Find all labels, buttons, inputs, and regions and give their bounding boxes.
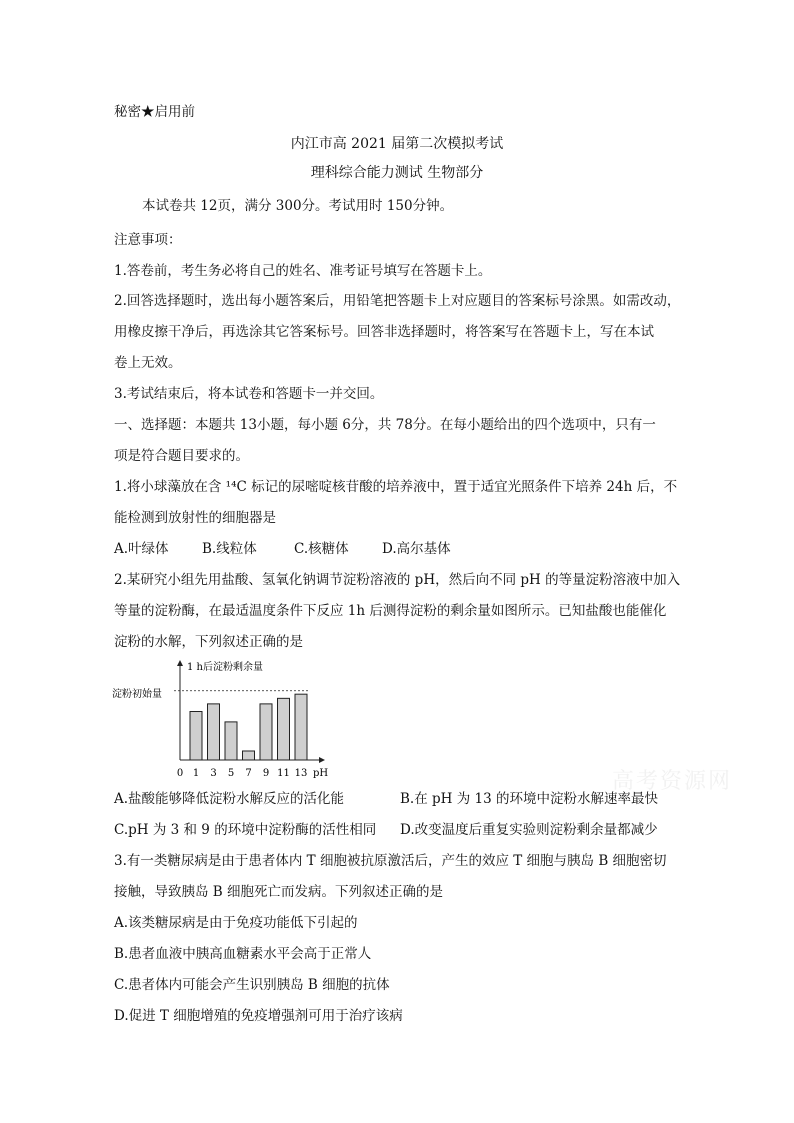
q2-option-b: B.在 pH 为 13 的环境中淀粉水解速率最快 (400, 791, 658, 807)
question-2-line-1: 2.某研究小组先用盐酸、氢氧化钠调节淀粉溶液的 pH，然后向不同 pH 的等量淀粉溶液中加入 (114, 572, 681, 588)
note-2-line-1: 2.回答选择题时，选出每小题答案后，用铅笔把答题卡上对应题目的答案标号涂黑。如需改动， (114, 293, 681, 309)
q1-option-b: B.线粒体 (202, 541, 257, 557)
secret-label: 秘密★启用前 (114, 104, 195, 120)
x-tick-label: 11 (277, 768, 290, 779)
q1-option-c: C.核糖体 (294, 541, 349, 557)
q3-option-b: B.患者血液中胰高血糖素水平会高于正常人 (114, 946, 372, 962)
q2-option-c: C.pH 为 3 和 9 的环境中淀粉酶的活性相同 (114, 822, 377, 838)
q3-option-c: C.患者体内可能会产生识别胰岛 B 细胞的抗体 (114, 977, 390, 993)
exam-info: 本试卷共 12页，满分 300分。考试用时 150分钟。 (142, 198, 454, 214)
bar-ph-11 (278, 698, 290, 760)
question-3-line-2: 接触，导致胰岛 B 细胞死亡而发病。下列叙述正确的是 (114, 884, 444, 900)
bar-ph-9 (260, 704, 272, 760)
watermark: 高考资源网 (612, 769, 733, 794)
bar-ph-1 (190, 712, 202, 761)
x-tick-label: 1 (192, 768, 200, 779)
q3-option-d: D.促进 T 细胞增殖的免疫增强剂可用于治疗该病 (114, 1008, 403, 1024)
starch-chart (110, 655, 340, 785)
question-1-line-2: 能检测到放射性的细胞器是 (114, 510, 276, 526)
chart-title: 1 h后淀粉剩余量 (187, 662, 263, 673)
q1-option-a: A.叶绿体 (114, 541, 169, 557)
question-2-options-row-1 (114, 790, 658, 808)
note-1: 1.答卷前，考生务必将自己的姓名、准考证号填写在答题卡上。 (114, 263, 492, 279)
reference-line-label: 淀粉初始量 (112, 689, 162, 700)
section-1-line-1: 一、选择题：本题共 13小题，每小题 6分，共 78分。在每小题给出的四个选项中，只有一 (114, 417, 656, 433)
x-tick-label: 9 (262, 768, 270, 779)
question-3-line-1: 3.有一类糖尿病是由于患者体内 T 细胞被抗原激活后，产生的效应 T 细胞与胰岛 B 细胞密切 (114, 853, 667, 869)
x-tick-label: 3 (210, 768, 217, 779)
note-2-line-3: 卷上无效。 (114, 355, 182, 371)
q2-option-d: D.改变温度后重复实验则淀粉剩余量都减少 (400, 822, 658, 838)
notes-heading: 注意事项： (114, 232, 182, 248)
question-2-line-3: 淀粉的水解，下列叙述正确的是 (114, 634, 303, 650)
bar-ph-3 (208, 704, 220, 760)
bar-ph-7 (243, 751, 255, 760)
x-tick-label: 5 (227, 768, 235, 779)
note-3: 3.考试结束后，将本试卷和答题卡一并交回。 (114, 386, 384, 402)
question-1-line-1: 1.将小球藻放在含 ¹⁴C 标记的尿嘧啶核苷酸的培养液中，置于适宜光照条件下培养 24h 后，不 (114, 479, 678, 495)
section-1-line-2: 项是符合题目要求的。 (114, 448, 249, 464)
x-tick-label: 7 (245, 768, 252, 779)
bar-ph-5 (225, 722, 237, 760)
exam-subtitle: 理科综合能力测试 生物部分 (310, 165, 484, 181)
q2-option-a: A.盐酸能够降低淀粉水解反应的活化能 (114, 791, 345, 807)
exam-title: 内江市高 2021 届第二次模拟考试 (290, 136, 504, 152)
q3-option-a: A.该类糖尿病是由于免疫功能低下引起的 (114, 915, 358, 931)
bar-ph-13 (295, 694, 307, 760)
x-axis-label: pH (313, 768, 329, 779)
question-2-line-2: 等量的淀粉酶，在最适温度条件下反应 1h 后测得淀粉的剩余量如图所示。已知盐酸也能催化 (114, 603, 667, 619)
note-2-line-2: 用橡皮擦干净后，再选涂其它答案标号。回答非选择题时，将答案写在答题卡上，写在本试 (114, 324, 654, 340)
x-tick-label: 0 (176, 768, 184, 779)
question-2-options-row-2 (114, 821, 658, 839)
question-1-options (114, 540, 451, 558)
q1-option-d: D.高尔基体 (382, 541, 451, 557)
x-tick-label: 13 (294, 768, 308, 779)
